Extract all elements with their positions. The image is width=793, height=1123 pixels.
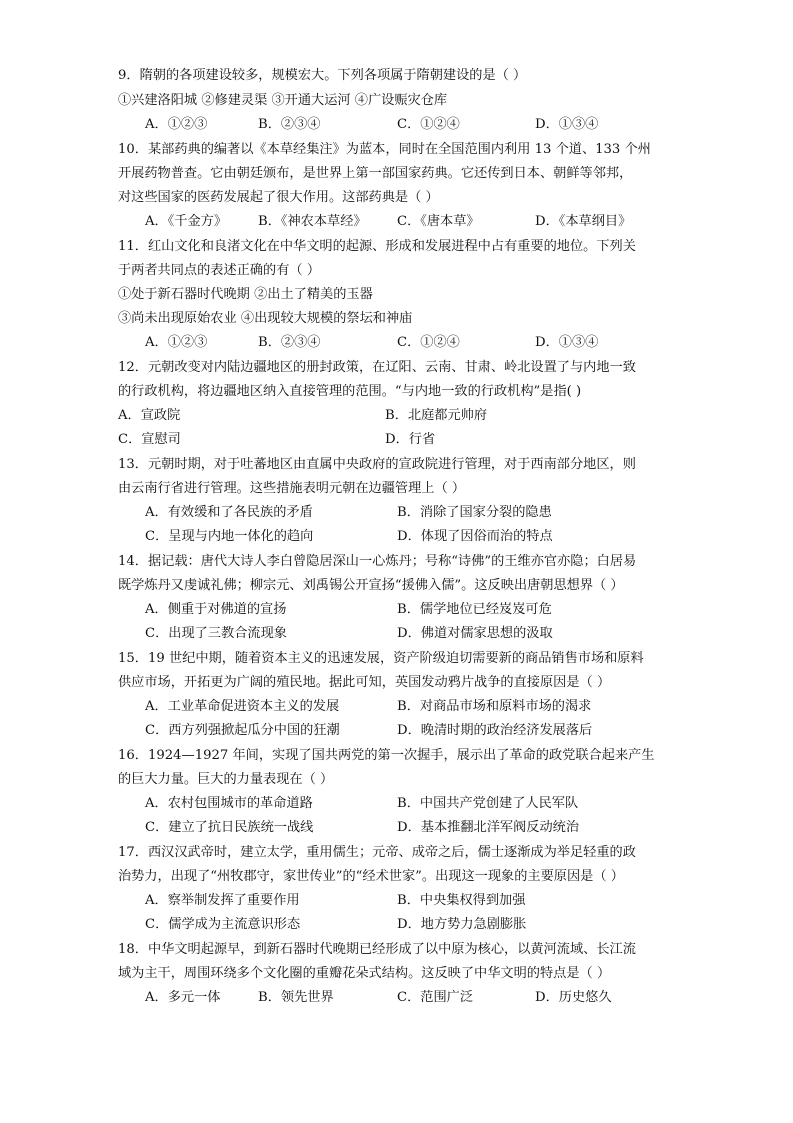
question-12-stem-line-1: 12．元朝改变对内陆边疆地区的册封政策，在辽阳、云南、甘肃、岭北设置了与内地一致 <box>118 360 636 375</box>
question-16-stem-line-2: 的巨大力量。巨大的力量表现在（ ） <box>118 772 334 787</box>
question-11-items-line-1: ①处于新石器时代晚期 ②出土了精美的玉器 <box>118 287 373 302</box>
question-18-stem-line-1: 18．中华文明起源早，到新石器时代晚期已经形成了以中原为核心，以黄河流域、长江流 <box>118 942 636 957</box>
question-9-stem: 9．隋朝的各项建设较多，规模宏大。下列各项属于隋朝建设的是（ ） <box>118 68 527 83</box>
question-13-stem-line-1: 13．元朝时期，对于吐蕃地区由直属中央政府的宣政院进行管理，对于西南部分地区，则 <box>118 457 636 472</box>
question-10-stem-line-2: 开展药物普查。它由朝廷颁布，是世界上第一部国家药典。它还传到日本、朝鲜等邻邦， <box>118 166 633 181</box>
question-13-option-c: C．呈现与内地一体化的趋向 <box>145 529 314 544</box>
question-11-option-c: C．①②④ <box>397 335 460 350</box>
question-12-option-c: C．宣慰司 <box>118 432 181 447</box>
question-14-option-d: D．佛道对儒家思想的汲取 <box>397 626 553 641</box>
question-10-option-b: B．《神农本草经》 <box>258 214 367 229</box>
question-18-option-d: D．历史悠久 <box>535 990 612 1005</box>
question-14-stem-line-2: 既学炼丹又虔诚礼佛；柳宗元、刘禹锡公开宣扬“援佛入儒”。这反映出唐朝思想界（ ） <box>118 578 624 593</box>
question-9-option-d: D．①③④ <box>535 117 599 132</box>
question-17-stem-line-2: 治势力，出现了“州牧郡守，家世传业”的“经术世家”。出现这一现象的主要原因是（ ） <box>118 869 624 884</box>
question-10-stem-line-1: 10．某部药典的编著以《本草经集注》为蓝本，同时在全国范围内利用 13 个道、133 个州 <box>118 142 651 157</box>
question-16-option-a: A．农村包围城市的革命道路 <box>145 796 313 811</box>
question-9-option-c: C．①②④ <box>397 117 460 132</box>
question-11-items-line-2: ③尚未出现原始农业 ④出现较大规模的祭坛和神庙 <box>118 311 413 326</box>
question-10-stem-line-3: 对这些国家的医药发展起了很大作用。这部药典是（ ） <box>118 190 439 205</box>
question-11-stem-line-2: 于两者共同点的表述正确的有（ ） <box>118 263 321 278</box>
question-14-option-b: B．儒学地位已经岌岌可危 <box>397 602 552 617</box>
question-13-stem-line-2: 由云南行省进行管理。这些措施表明元朝在边疆管理上（ ） <box>118 481 466 496</box>
question-15-option-d: D．晚清时期的政治经济发展落后 <box>397 723 593 738</box>
question-15-option-a: A．工业革命促进资本主义的发展 <box>145 699 340 714</box>
question-11-stem-line-1: 11．红山文化和良渚文化在中华文明的起源、形成和发展进程中占有重要的地位。下列关 <box>118 239 636 254</box>
question-15-stem-line-1: 15．19 世纪中期，随着资本主义的迅速发展，资产阶级迫切需要新的商品销售市场和原料 <box>118 651 644 666</box>
question-9-option-b: B．②③④ <box>258 117 321 132</box>
question-12-option-d: D．行省 <box>385 432 436 447</box>
question-15-stem-line-2: 供应市场，开拓更为广阔的殖民地。据此可知，英国发动鸦片战争的直接原因是（ ） <box>118 675 611 690</box>
question-12-option-b: B．北庭都元帅府 <box>385 408 488 423</box>
question-13-option-d: D．体现了因俗而治的特点 <box>397 529 553 544</box>
question-18-option-b: B．领先世界 <box>258 990 334 1005</box>
question-17-option-d: D．地方势力急剧膨胀 <box>397 917 527 932</box>
question-12-stem-line-2: 的行政机构，将边疆地区纳入直接管理的范围。“与内地一致的行政机构”是指( ) <box>118 384 582 399</box>
question-17-stem-line-1: 17．西汉汉武帝时，建立太学，重用儒生；元帝、成帝之后，儒士逐渐成为举足轻重的政 <box>118 845 636 860</box>
question-18-stem-line-2: 域为主干，周围环绕多个文化圈的重瓣花朵式结构。这反映了中华文明的特点是（ ） <box>118 966 611 981</box>
question-14-option-a: A．侧重于对佛道的宣扬 <box>145 602 287 617</box>
question-15-option-b: B．对商品市场和原料市场的渴求 <box>397 699 592 714</box>
question-11-option-d: D．①③④ <box>535 335 599 350</box>
question-10-option-d: D．《本草纲目》 <box>535 214 632 229</box>
question-11-option-a: A．①②③ <box>145 335 208 350</box>
question-17-option-c: C．儒学成为主流意识形态 <box>145 917 301 932</box>
question-17-option-b: B．中央集权得到加强 <box>397 893 526 908</box>
question-16-option-c: C．建立了抗日民族统一战线 <box>145 820 314 835</box>
question-14-stem-line-1: 14．据记载：唐代大诗人李白曾隐居深山一心炼丹；号称“诗佛”的王维亦官亦隐；白居易 <box>118 554 637 569</box>
question-12-option-a: A．宣政院 <box>118 408 181 423</box>
question-9-items: ①兴建洛阳城 ②修建灵渠 ③开通大运河 ④广设赈灾仓库 <box>118 93 448 108</box>
question-15-option-c: C．西方列强掀起瓜分中国的狂潮 <box>145 723 340 738</box>
question-10-option-a: A．《千金方》 <box>145 214 228 229</box>
question-11-option-b: B．②③④ <box>258 335 321 350</box>
question-16-option-b: B．中国共产党创建了人民军队 <box>397 796 579 811</box>
question-9-option-a: A．①②③ <box>145 117 208 132</box>
question-18-option-c: C．范围广泛 <box>397 990 474 1005</box>
question-16-option-d: D．基本推翻北洋军阀反动统治 <box>397 820 580 835</box>
question-10-option-c: C．《唐本草》 <box>397 214 480 229</box>
question-14-option-c: C．出现了三教合流现象 <box>145 626 287 641</box>
question-18-option-a: A．多元一体 <box>145 990 221 1005</box>
question-16-stem-line-1: 16．1924—1927 年间，实现了国共两党的第一次握手，展示出了革命的政党联合起来产生 <box>118 748 655 763</box>
question-17-option-a: A．察举制发挥了重要作用 <box>145 893 300 908</box>
question-13-option-b: B．消除了国家分裂的隐患 <box>397 505 552 520</box>
question-13-option-a: A．有效缓和了各民族的矛盾 <box>145 505 313 520</box>
